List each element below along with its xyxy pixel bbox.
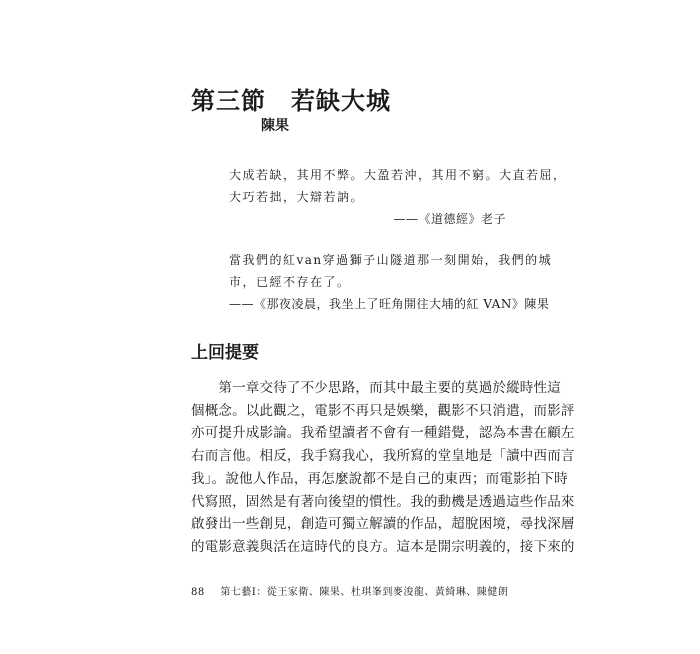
body-line: 的電影意義與活在這時代的良方。這本是開宗明義的，接下來的 xyxy=(191,538,575,555)
body-line: 代寫照，固然是有著向後望的慣性。我的動機是透過這些作品來 xyxy=(191,493,575,510)
epigraph-daodejing xyxy=(229,164,567,230)
chapter-author: 陳果 xyxy=(261,118,289,134)
chapter-title: 第三節 若缺大城 xyxy=(191,87,391,115)
running-title: 第七藝I：從王家衛、陳果、杜琪峯到麥浚龍、黃綺琳、陳健朗 xyxy=(220,587,509,598)
page-number: 88 xyxy=(191,587,205,598)
body-line: 啟發出一些創見，創造可獨立解讀的作品，超脫困境，尋找深層 xyxy=(191,516,575,533)
epigraph-line: 大巧若拙，大辯若訥。 xyxy=(229,190,365,204)
body-paragraph xyxy=(191,377,575,559)
body-line: 個概念。以此觀之，電影不再只是娛樂，觀影不只消遣，而影評 xyxy=(191,402,575,419)
body-line: 亦可提升成影論。我希望讀者不會有一種錯覺，認為本書在顧左 xyxy=(191,425,575,442)
body-line: 右而言他。相反，我手寫我心，我所寫的堂皇地是「讀中西而言 xyxy=(191,448,575,465)
section-heading: 上回提要 xyxy=(191,343,259,363)
epigraph-line: 市，已經不存在了。 xyxy=(229,275,351,289)
epigraph-attribution: ——《道德經》老子 xyxy=(393,212,506,226)
epigraph-line: 當我們的紅van穿過獅子山隧道那一刻開始，我們的城 xyxy=(229,253,553,267)
epigraph-attribution: ——《那夜凌晨，我坐上了旺角開往大埔的紅 VAN》陳果 xyxy=(229,297,550,311)
body-line: 第一章交待了不少思路，而其中最主要的莫過於縱時性這 xyxy=(191,380,561,396)
epigraph-line: 大成若缺，其用不弊。大盈若沖，其用不窮。大直若屈， xyxy=(229,168,567,182)
body-line: 我」。說他人作品，再怎麼說都不是自己的東西；而電影拍下時 xyxy=(191,470,568,487)
epigraph-red-van xyxy=(229,249,553,315)
page-footer xyxy=(191,586,508,600)
